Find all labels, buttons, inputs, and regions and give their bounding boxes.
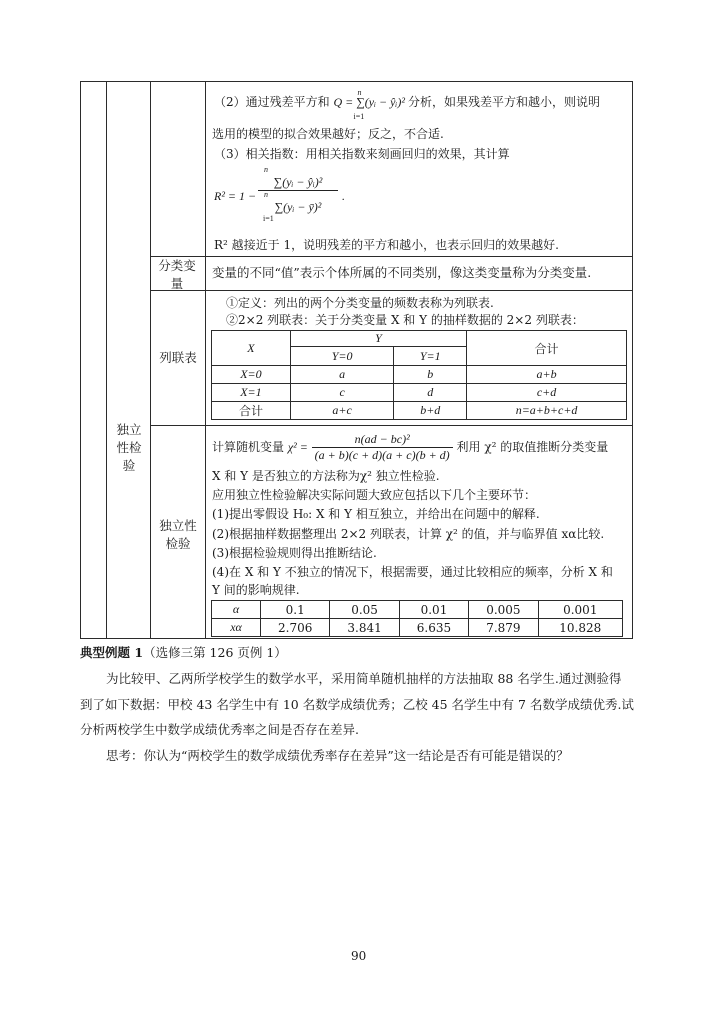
table-row	[212, 402, 627, 420]
table-cell: b	[394, 366, 467, 384]
correlation-index-line: （3）相关指数：用相关指数来刻画回归的效果，其计算	[214, 147, 510, 161]
header-y1: Y=1	[394, 347, 467, 366]
contingency-definition-2: ②2×2 列联表：关于分类变量 X 和 Y 的抽样数据的 2×2 列联表：	[226, 313, 584, 327]
table-row	[212, 619, 623, 637]
step-1: (1)提出零假设 H₀: X 和 Y 相互独立，并给出在问题中的解释.	[212, 507, 540, 521]
chi-square-method-line: X 和 Y 是否独立的方法称为χ² 独立性检验.	[212, 469, 440, 483]
categorical-variable-definition: 变量的不同“值”表示个体所属的不同类别，像这类变量称为分类变量.	[212, 265, 592, 280]
example-source: （选修三第 126 页例 1）	[143, 645, 287, 660]
r2-denominator: ∑(yᵢ − ȳ)²	[274, 200, 322, 214]
header-total: 合计	[467, 331, 627, 366]
table-row	[212, 601, 623, 619]
main-category-label: 独立性检验	[116, 422, 142, 473]
table-cell: b+d	[394, 402, 467, 420]
table-cell: n=a+b+c+d	[467, 402, 627, 420]
example-think-question: 思考：你认为“两校学生的数学成绩优秀率存在差异”这一结论是否有可能是错误的？	[106, 748, 569, 763]
category-variable-label: 分类变量	[158, 258, 196, 291]
step-3: (3)根据检验规则得出推断结论.	[212, 546, 377, 560]
table-cell: 0.01	[399, 601, 468, 619]
header-y0: Y=0	[290, 347, 393, 366]
q-sum-top: n	[357, 88, 362, 97]
table-cell: a+c	[290, 402, 393, 420]
example-title-text: 典型例题 1	[80, 645, 144, 660]
r2-numerator: ∑(yᵢ − ŷᵢ)²	[258, 174, 338, 191]
independence-test-label: 独立性检验	[159, 518, 197, 551]
table-cell: 合计	[212, 402, 291, 420]
q-formula-text: Q = ∑(yᵢ − ŷᵢ)²	[333, 95, 405, 109]
chi-square-fraction	[312, 432, 453, 463]
table-left-border	[80, 81, 81, 639]
page-number: 90	[351, 949, 367, 963]
r2-period: .	[342, 189, 345, 203]
chi-lhs: χ² =	[287, 440, 308, 454]
table-cell: c	[290, 384, 393, 402]
table-cell: 0.005	[469, 601, 538, 619]
table-cell: X=0	[212, 366, 291, 384]
q-formula	[333, 88, 407, 121]
step-2: (2)根据抽样数据整理出 2×2 列联表，计算 χ² 的值，并与临界值 xα比较.	[212, 527, 605, 541]
contingency-table-label: 列联表	[159, 350, 197, 365]
alpha-label: α	[212, 601, 261, 619]
table-row	[212, 366, 627, 384]
table-cell: 0.05	[330, 601, 399, 619]
chi-numerator: n(ad − bc)²	[312, 432, 453, 448]
row-divider-2	[150, 290, 633, 291]
table-top-border	[80, 81, 633, 82]
residual-line-1	[214, 88, 600, 121]
table-cell: 0.001	[538, 601, 622, 619]
residual-line-2: 选用的模型的拟合效果越好；反之，不合适.	[212, 127, 444, 141]
residual-post-text: 分析，如果残差平方和越小，则说明	[407, 95, 600, 109]
table-cell: c+d	[467, 384, 627, 402]
table-cell: a	[290, 366, 393, 384]
row-divider-1	[150, 256, 633, 257]
table-cell: 10.828	[538, 619, 622, 637]
table-cell: X=1	[212, 384, 291, 402]
r2-numerator-sum-top: n	[264, 165, 268, 174]
table-cell: 0.1	[261, 601, 330, 619]
header-y: Y	[290, 331, 466, 347]
table-cell: 6.635	[399, 619, 468, 637]
example-paragraph-line-2: 到了如下数据：甲校 43 名学生中有 10 名数学成绩优秀；乙校 45 名学生中有 7 名数学成绩优秀.试	[80, 697, 634, 712]
chi-square-line	[212, 430, 608, 464]
table-cell: 3.841	[330, 619, 399, 637]
table-col-divider-3	[205, 81, 206, 639]
table-cell: 2.706	[261, 619, 330, 637]
step-4-line-2: Y 间的影响规律.	[212, 583, 300, 597]
steps-intro-line: 应用独立性检验解决实际问题大致应包括以下几个主要环节：	[212, 488, 537, 502]
r2-lhs: R² = 1 −	[214, 189, 257, 203]
table-right-border	[632, 81, 633, 639]
example-paragraph-line-3: 分析两校学生中数学成绩优秀率之间是否存在差异.	[80, 722, 359, 737]
chi-post-text: 利用 χ² 的取值推断分类变量	[456, 440, 609, 454]
table-cell: a+b	[467, 366, 627, 384]
r2-fraction	[258, 166, 338, 223]
table-cell: 7.879	[469, 619, 538, 637]
example-title	[80, 642, 287, 664]
chi-pre-text: 计算随机变量	[212, 440, 285, 454]
row-divider-3	[150, 425, 633, 426]
critical-value-table	[211, 600, 623, 637]
x-alpha-label: xα	[212, 619, 261, 637]
r2-denominator-sum-bottom: i=1	[263, 214, 274, 223]
chi-denominator: (a + b)(c + d)(a + c)(b + d)	[314, 448, 450, 462]
table-col-divider-1	[106, 81, 107, 639]
residual-pre-text: （2）通过残差平方和	[214, 95, 330, 109]
r-squared-explanation: R² 越接近于 1，说明残差的平方和越小，也表示回归的效果越好.	[214, 238, 559, 252]
table-cell: d	[394, 384, 467, 402]
table-row	[212, 384, 627, 402]
contingency-definition-1: ①定义：列出的两个分类变量的频数表称为列联表.	[226, 296, 494, 310]
contingency-table	[211, 330, 627, 420]
table-bottom-border	[80, 638, 633, 639]
step-4-line-1: (4)在 X 和 Y 不独立的情况下，根据需要，通过比较相应的频率，分析 X 和	[212, 565, 613, 579]
r2-denominator-sum-top: n	[264, 190, 268, 199]
header-x: X	[212, 331, 291, 366]
table-col-divider-2	[150, 81, 151, 639]
example-paragraph-line-1: 为比较甲、乙两所学校学生的数学水平，采用简单随机抽样的方法抽取 88 名学生.通过测验得	[106, 671, 622, 686]
q-sum-bottom: i=1	[353, 112, 365, 121]
